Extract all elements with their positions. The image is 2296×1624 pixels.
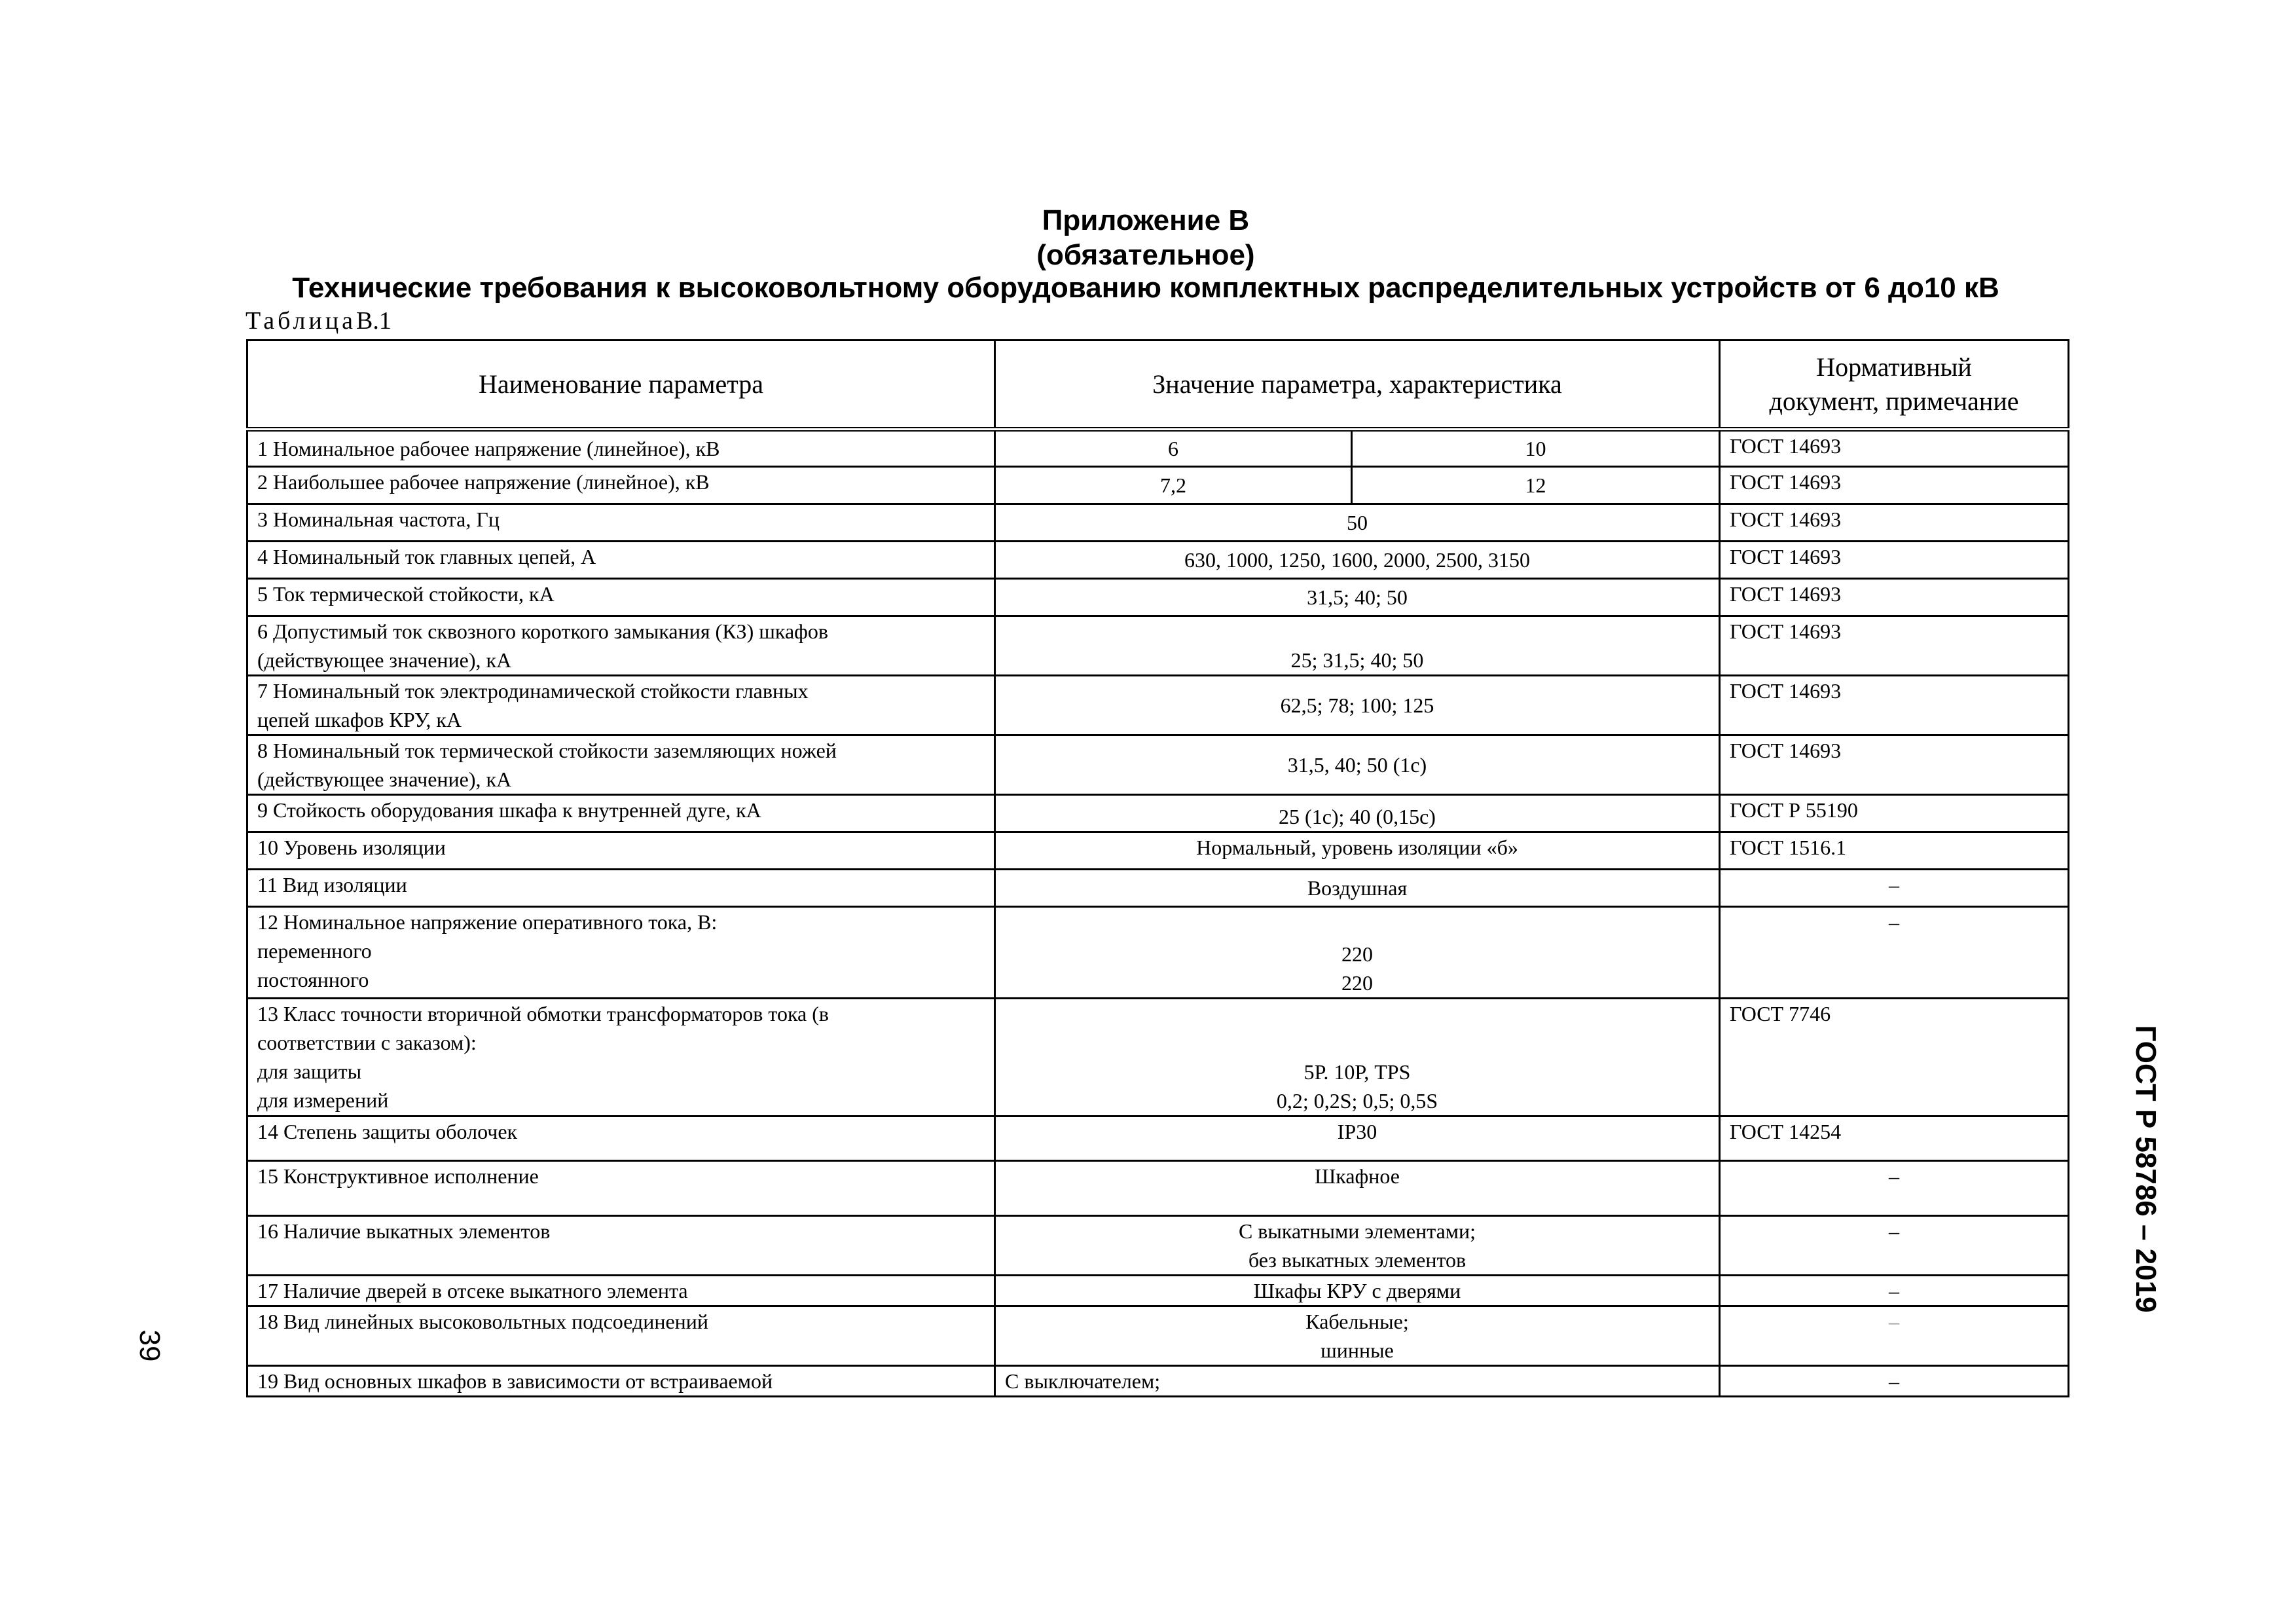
param-name-line: переменного (257, 939, 372, 963)
param-document: ГОСТ 14693 (1720, 676, 2069, 735)
table-row (247, 1216, 2069, 1276)
table-row (247, 1366, 2069, 1397)
standard-code: ГОСТ Р 58786 – 2019 (2130, 1025, 2162, 1313)
param-name: 18 Вид линейных высоковольтных подсоединений (247, 1306, 995, 1366)
param-name: 11 Вид изоляции (247, 870, 995, 907)
param-name: 4 Номинальный ток главных цепей, А (247, 542, 995, 579)
param-name: 17 Наличие дверей в отсеке выкатного элемента (247, 1276, 995, 1306)
appendix-status: (обязательное) (1036, 239, 1255, 271)
table-row (247, 542, 2069, 579)
param-name: 15 Конструктивное исполнение (247, 1161, 995, 1216)
param-value-line: С выкатными элементами; (1238, 1219, 1476, 1243)
param-value: 31,5, 40; 50 (1с) (995, 735, 1720, 795)
table-label-number: В.1 (356, 307, 392, 335)
param-name: 1 Номинальное рабочее напряжение (линейное), кВ (247, 430, 995, 467)
param-value (995, 1306, 1720, 1366)
table-row (247, 676, 2069, 735)
param-value-line: 0,2; 0,2S; 0,5; 0,5S (1276, 1089, 1438, 1113)
param-value-6kv: 6 (995, 430, 1352, 467)
param-document: – (1720, 1216, 2069, 1276)
param-value (995, 999, 1720, 1116)
param-document: ГОСТ 14693 (1720, 735, 2069, 795)
param-value (995, 1216, 1720, 1276)
param-name (247, 676, 995, 735)
param-name-line: постоянного (257, 968, 369, 991)
param-document: ГОСТ 14693 (1720, 430, 2069, 467)
table-row (247, 832, 2069, 870)
table-row (247, 1276, 2069, 1306)
param-document: ГОСТ Р 55190 (1720, 795, 2069, 832)
param-document: ГОСТ 1516.1 (1720, 832, 2069, 870)
table-row (247, 870, 2069, 907)
param-document: – (1720, 1306, 2069, 1366)
param-value: Нормальный, уровень изоляции «б» (995, 832, 1720, 870)
param-name-line: (действующее значение), кА (257, 767, 512, 791)
table-row (247, 907, 2069, 999)
param-value: 630, 1000, 1250, 1600, 2000, 2500, 3150 (995, 542, 1720, 579)
header-document (1720, 341, 2069, 430)
table-header-row (247, 341, 2069, 430)
table-row (247, 999, 2069, 1116)
param-value: 25 (1с); 40 (0,15с) (995, 795, 1720, 832)
document-title: Технические требования к высоковольтному оборудованию комплектных распределительных устройств от 6 до10 кВ (292, 272, 1999, 304)
table-row (247, 616, 2069, 676)
param-document: – (1720, 1276, 2069, 1306)
param-value-10kv: 10 (1352, 430, 1720, 467)
param-value: IP30 (995, 1116, 1720, 1161)
param-name-line: 12 Номинальное напряжение оперативного тока, В: (257, 910, 718, 934)
param-name (247, 735, 995, 795)
param-document: – (1720, 870, 2069, 907)
param-value-line: без выкатных элементов (1248, 1248, 1467, 1272)
param-name: 3 Номинальная частота, Гц (247, 504, 995, 542)
param-name: 9 Стойкость оборудования шкафа к внутренней дуге, кА (247, 795, 995, 832)
param-value-6kv: 7,2 (995, 467, 1352, 504)
header-value: Значение параметра, характеристика (995, 341, 1720, 430)
param-document: ГОСТ 14693 (1720, 542, 2069, 579)
param-name (247, 907, 995, 999)
param-document: ГОСТ 7746 (1720, 999, 2069, 1116)
table-row (247, 504, 2069, 542)
param-name-line: для защиты (257, 1060, 362, 1083)
param-name: 16 Наличие выкатных элементов (247, 1216, 995, 1276)
param-name-line: цепей шкафов КРУ, кА (257, 708, 462, 731)
table-row (247, 467, 2069, 504)
spec-table (246, 339, 2069, 1397)
param-name: 2 Наибольшее рабочее напряжение (линейное), кВ (247, 467, 995, 504)
param-value: 25; 31,5; 40; 50 (995, 616, 1720, 676)
param-name-line: (действующее значение), кА (257, 648, 512, 672)
param-value-line: 5Р. 10Р, TPS (1303, 1060, 1411, 1084)
param-name-line: 7 Номинальный ток электродинамической стойкости главных (257, 679, 809, 703)
param-document: ГОСТ 14693 (1720, 579, 2069, 616)
param-name-line: для измерений (257, 1088, 389, 1112)
param-value: 50 (995, 504, 1720, 542)
table-row (247, 579, 2069, 616)
param-value: 62,5; 78; 100; 125 (995, 676, 1720, 735)
table-row (247, 1306, 2069, 1366)
table-label-word: Таблица (246, 307, 357, 335)
param-name: 10 Уровень изоляции (247, 832, 995, 870)
param-name (247, 616, 995, 676)
param-document: ГОСТ 14693 (1720, 616, 2069, 676)
param-value-line: Кабельные; (1305, 1310, 1409, 1333)
table-row (247, 795, 2069, 832)
param-value: Воздушная (995, 870, 1720, 907)
param-name: 5 Ток термической стойкости, кА (247, 579, 995, 616)
table-row (247, 1161, 2069, 1216)
param-name (247, 999, 995, 1116)
header-document-line2: документ, примечание (1769, 386, 2019, 416)
param-name-line: 8 Номинальный ток термической стойкости заземляющих ножей (257, 739, 837, 762)
param-document: – (1720, 1366, 2069, 1397)
param-value: 31,5; 40; 50 (995, 579, 1720, 616)
param-document: – (1720, 907, 2069, 999)
table-row (247, 1116, 2069, 1161)
param-name: 14 Степень защиты оболочек (247, 1116, 995, 1161)
table-row (247, 735, 2069, 795)
param-name-line: 13 Класс точности вторичной обмотки трансформаторов тока (в (257, 1002, 829, 1025)
param-value (995, 907, 1720, 999)
header-parameter: Наименование параметра (247, 341, 995, 430)
param-name-line: соответствии с заказом): (257, 1031, 477, 1054)
param-value: Шкафное (995, 1161, 1720, 1216)
param-document: – (1720, 1161, 2069, 1216)
param-value-line: 220 (1341, 942, 1373, 966)
param-name-line: 6 Допустимый ток сквозного короткого замыкания (КЗ) шкафов (257, 619, 828, 643)
param-document: ГОСТ 14254 (1720, 1116, 2069, 1161)
header-document-line1: Нормативный (1816, 352, 1972, 382)
param-document: ГОСТ 14693 (1720, 504, 2069, 542)
table-row (247, 430, 2069, 467)
page-number: 39 (134, 1329, 166, 1362)
appendix-title: Приложение В (1042, 204, 1250, 236)
table-label (246, 306, 392, 335)
param-document: ГОСТ 14693 (1720, 467, 2069, 504)
param-value-10kv: 12 (1352, 467, 1720, 504)
param-name: 19 Вид основных шкафов в зависимости от встраиваемой (247, 1366, 995, 1397)
param-value-line: 220 (1341, 971, 1373, 995)
param-value-line: шинные (1321, 1338, 1394, 1362)
param-value: С выключателем; (995, 1366, 1720, 1397)
param-value: Шкафы КРУ с дверями (995, 1276, 1720, 1306)
